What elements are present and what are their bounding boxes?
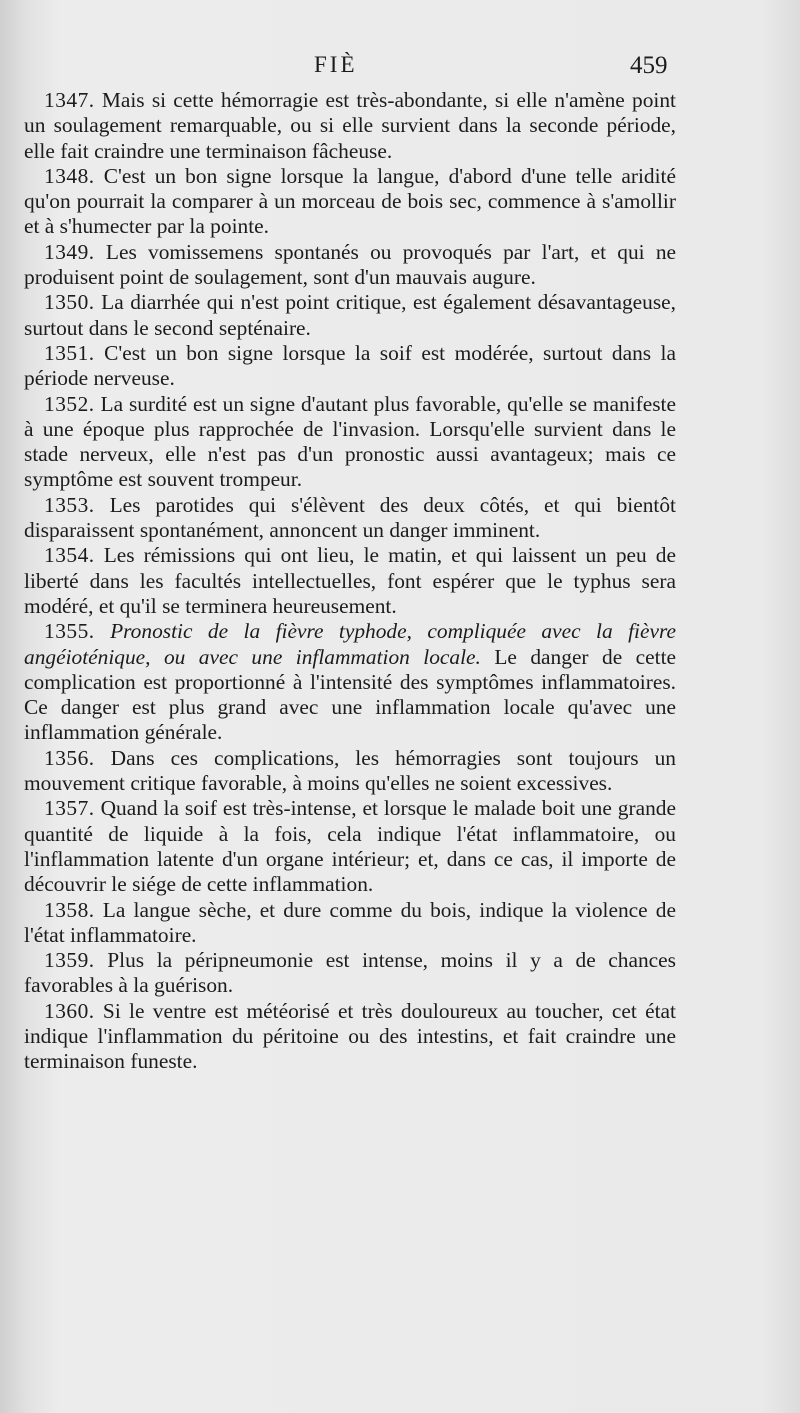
paragraph-1359: [24, 948, 676, 999]
paragraph-1355: [24, 619, 676, 745]
paragraph-number: 1348.: [44, 163, 95, 188]
paragraph-text: C'est un bon signe lorsque la soif est modérée, surtout dans la période nerveuse.: [24, 340, 676, 391]
running-title: FIÈ: [314, 52, 358, 77]
paragraph-text: Mais si cette hémorragie est très-abondante, si elle n'amène point un soulagement remarquable, ou si elle survient dans la seconde période, elle fait craindre une terminaison fâcheuse.: [24, 88, 676, 163]
paragraph-number: 1358.: [44, 897, 95, 922]
paragraph-number: 1349.: [44, 239, 95, 264]
page-number: 459: [630, 52, 668, 79]
paragraph-1360: [24, 999, 676, 1075]
paragraph-1352: [24, 392, 676, 493]
paragraph-number: 1360.: [44, 998, 95, 1023]
paragraph-text: Les parotides qui s'élèvent des deux côtés, et qui bientôt disparaissent spontanément, annoncent un danger imminent.: [24, 492, 676, 543]
paragraph-text: Dans ces complications, les hémorragies sont toujours un mouvement critique favorable, à moins qu'elles ne soient excessives.: [24, 745, 676, 796]
paragraph-1354: [24, 543, 676, 619]
paragraph-1353: [24, 493, 676, 544]
paragraph-1349: [24, 240, 676, 291]
paragraph-number: 1356.: [44, 745, 95, 770]
paragraph-text: Les vomissemens spontanés ou provoqués par l'art, et qui ne produisent point de soulagement, sont d'un mauvais augure.: [24, 239, 677, 290]
paragraph-number: 1355.: [44, 619, 95, 644]
paragraph-text: La diarrhée qui n'est point critique, est également désavantageuse, surtout dans le second septénaire.: [24, 290, 676, 340]
paragraph-number: 1353.: [44, 492, 95, 517]
paragraph-text: La langue sèche, et dure comme du bois, indique la violence de l'état inflammatoire.: [24, 897, 676, 947]
paragraph-text: La surdité est un signe d'autant plus favorable, qu'elle se manifeste à une époque plus rapprochée de l'invasion. Lorsqu'elle survient dans le stade nerveux, elle n'est pas d'un pronostic aussi avantageux; mais ce symptôme est souvent trompeur.: [24, 391, 676, 492]
paragraph-1348: [24, 164, 676, 240]
paragraph-text: C'est un bon signe lorsque la langue, d'abord d'une telle aridité qu'on pourrait la comparer à un morceau de bois sec, commence à s'amollir et à s'humecter par la pointe.: [24, 163, 676, 239]
paragraph-1347: [24, 88, 676, 164]
paragraph-number: 1351.: [44, 340, 95, 365]
paragraph-number: 1354.: [44, 543, 95, 568]
running-head: [0, 52, 800, 92]
paragraph-text: Plus la péripneumonie est intense, moins il y a de chances favorables à la guérison.: [24, 948, 676, 998]
paragraph-text: Le danger de cette complication est proportionné à l'intensité des symptômes inflammatoires. Ce danger est plus grand avec une inflammation locale qu'avec une inflammation générale.: [24, 644, 677, 745]
paragraph-1357: [24, 796, 676, 897]
paragraph-text: Si le ventre est météorisé et très douloureux au toucher, cet état indique l'inflammation du péritoine ou des intestins, et fait craindre une terminaison funeste.: [24, 998, 676, 1074]
section-heading: Pronostic de la fièvre typhode, compliquée avec la fièvre angéioténique, ou avec une inflammation locale.: [24, 619, 676, 669]
paragraph-number: 1352.: [44, 391, 95, 416]
paragraph-text: Les rémissions qui ont lieu, le matin, et qui laissent un peu de liberté dans les facultés intellectuelles, font espérer que le typhus sera modéré, et qu'il se terminera heureusement.: [24, 543, 676, 618]
paragraph-text: Quand la soif est très-intense, et lorsque le malade boit une grande quantité de liquide à la fois, cela indique l'état inflammatoire, ou l'inflammation latente d'un organe intérieur; et, dans ce cas, il importe de découvrir le siége de cette inflammation.: [24, 796, 676, 897]
paragraph-number: 1347.: [44, 88, 95, 112]
paragraph-1350: [24, 290, 676, 341]
paragraph-1358: [24, 898, 676, 949]
body-text: [24, 88, 676, 1075]
paragraph-number: 1357.: [44, 796, 95, 821]
paragraph-1351: [24, 341, 676, 392]
paragraph-number: 1359.: [44, 948, 95, 973]
paragraph-number: 1350.: [44, 290, 95, 315]
paragraph-1356: [24, 746, 676, 797]
